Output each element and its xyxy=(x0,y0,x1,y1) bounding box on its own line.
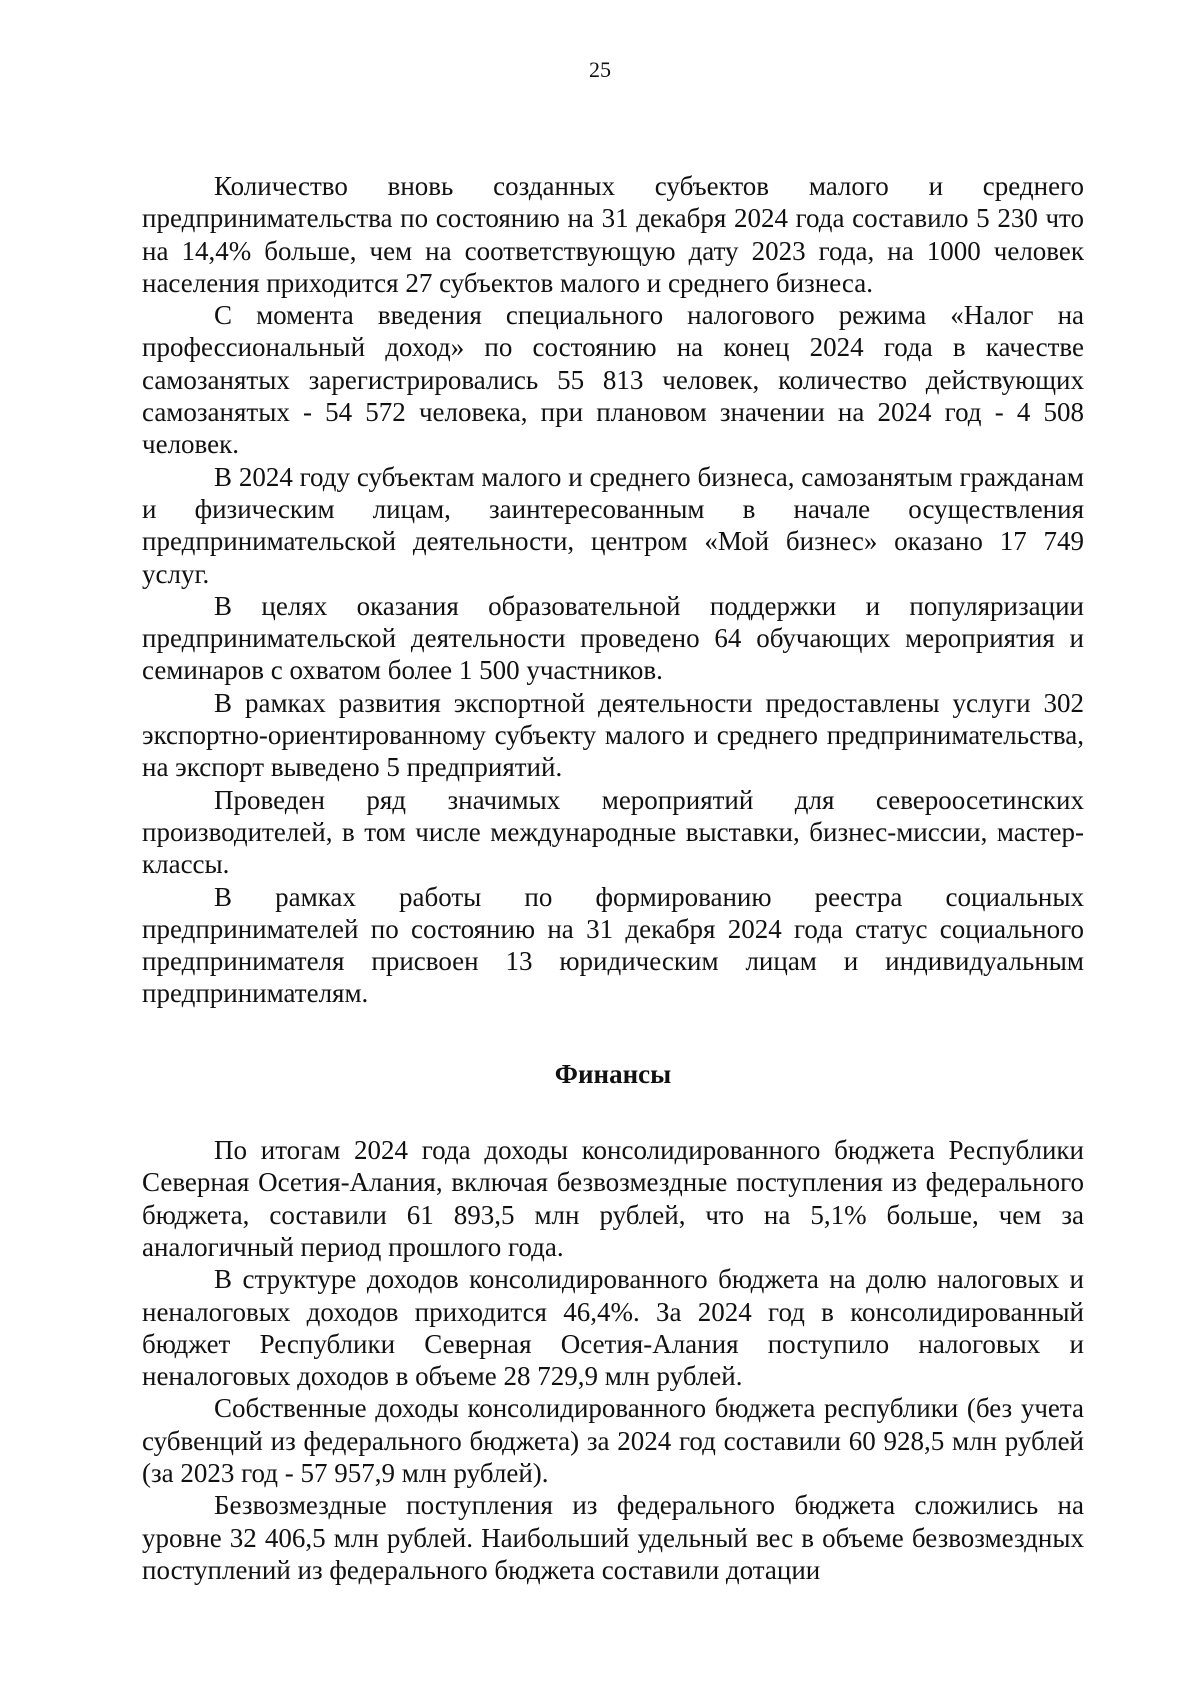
paragraph-new-smb-entities: Количество вновь созданных субъектов малого и среднего предпринимательства по состоянию на 31 декабря 2024 года составило 5 230 что на 14,4% больше, чем на соответствующую дату 2023 года, на 1000 человек населения приходится 27 субъектов малого и среднего бизнеса. xyxy=(142,171,1084,298)
paragraph-my-business-center: В 2024 году субъектам малого и среднего бизнеса, самозанятым гражданам и физическим лицам, заинтересованным в начале осуществления предпринимательской деятельности, центром «Мой бизнес» оказано 17 749 услуг. xyxy=(142,461,1084,589)
paragraph-export-activity: В рамках развития экспортной деятельности предоставлены услуги 302 экспортно-ориентированному субъекту малого и среднего предпринимательства, на экспорт выведено 5 предприятий. xyxy=(142,687,1084,783)
page-number: 25 xyxy=(589,57,611,82)
paragraph-social-entrepreneurs: В рамках работы по формированию реестра социальных предпринимателей по состоянию на 31 декабря 2024 года статус социального предпринимателя присвоен 13 юридическим лицам и индивидуальным предпринимателям. xyxy=(142,881,1084,1009)
paragraph-educational-support: В целях оказания образовательной поддержки и популяризации предпринимательской деятельности проведено 64 обучающих мероприятия и семинаров с охватом более 1 500 участников. xyxy=(142,590,1084,686)
paragraph-federal-transfers: Безвозмездные поступления из федерального бюджета сложились на уровне 32 406,5 млн рублей. Наибольший удельный вес в объеме безвозмездных поступлений из федерального бюджета составили дотации xyxy=(142,1490,1084,1585)
paragraph-events: Проведен ряд значимых мероприятий для североосетинских производителей, в том числе международные выставки, бизнес-миссии, мастер-классы. xyxy=(142,784,1084,880)
paragraph-revenue-structure: В структуре доходов консолидированного бюджета на долю налоговых и неналоговых доходов приходится 46,4%. За 2024 год в консолидированный бюджет Республики Северная Осетия-Алания поступило налоговых и неналоговых доходов в объеме 28 729,9 млн рублей. xyxy=(142,1264,1084,1392)
section-heading-finance: Финансы xyxy=(554,1058,672,1089)
document-body xyxy=(142,170,1084,1586)
paragraph-own-revenue: Собственные доходы консолидированного бюджета республики (без учета субвенций из федерального бюджета) за 2024 год составили 60 928,5 млн рублей (за 2023 год - 57 957,9 млн рублей). xyxy=(142,1393,1084,1488)
paragraph-self-employed: С момента введения специального налогового режима «Налог на профессиональный доход» по состоянию на конец 2024 года в качестве самозанятых зарегистрировались 55 813 человек, количество действующих самозанятых - 54 572 человека, при плановом значении на 2024 год - 4 508 человек. xyxy=(142,300,1084,460)
paragraph-budget-revenue: По итогам 2024 года доходы консолидированного бюджета Республики Северная Осетия-Алания, включая безвозмездные поступления из федерального бюджета, составили 61 893,5 млн рублей, что на 5,1% больше, чем за аналогичный период прошлого года. xyxy=(142,1135,1084,1262)
